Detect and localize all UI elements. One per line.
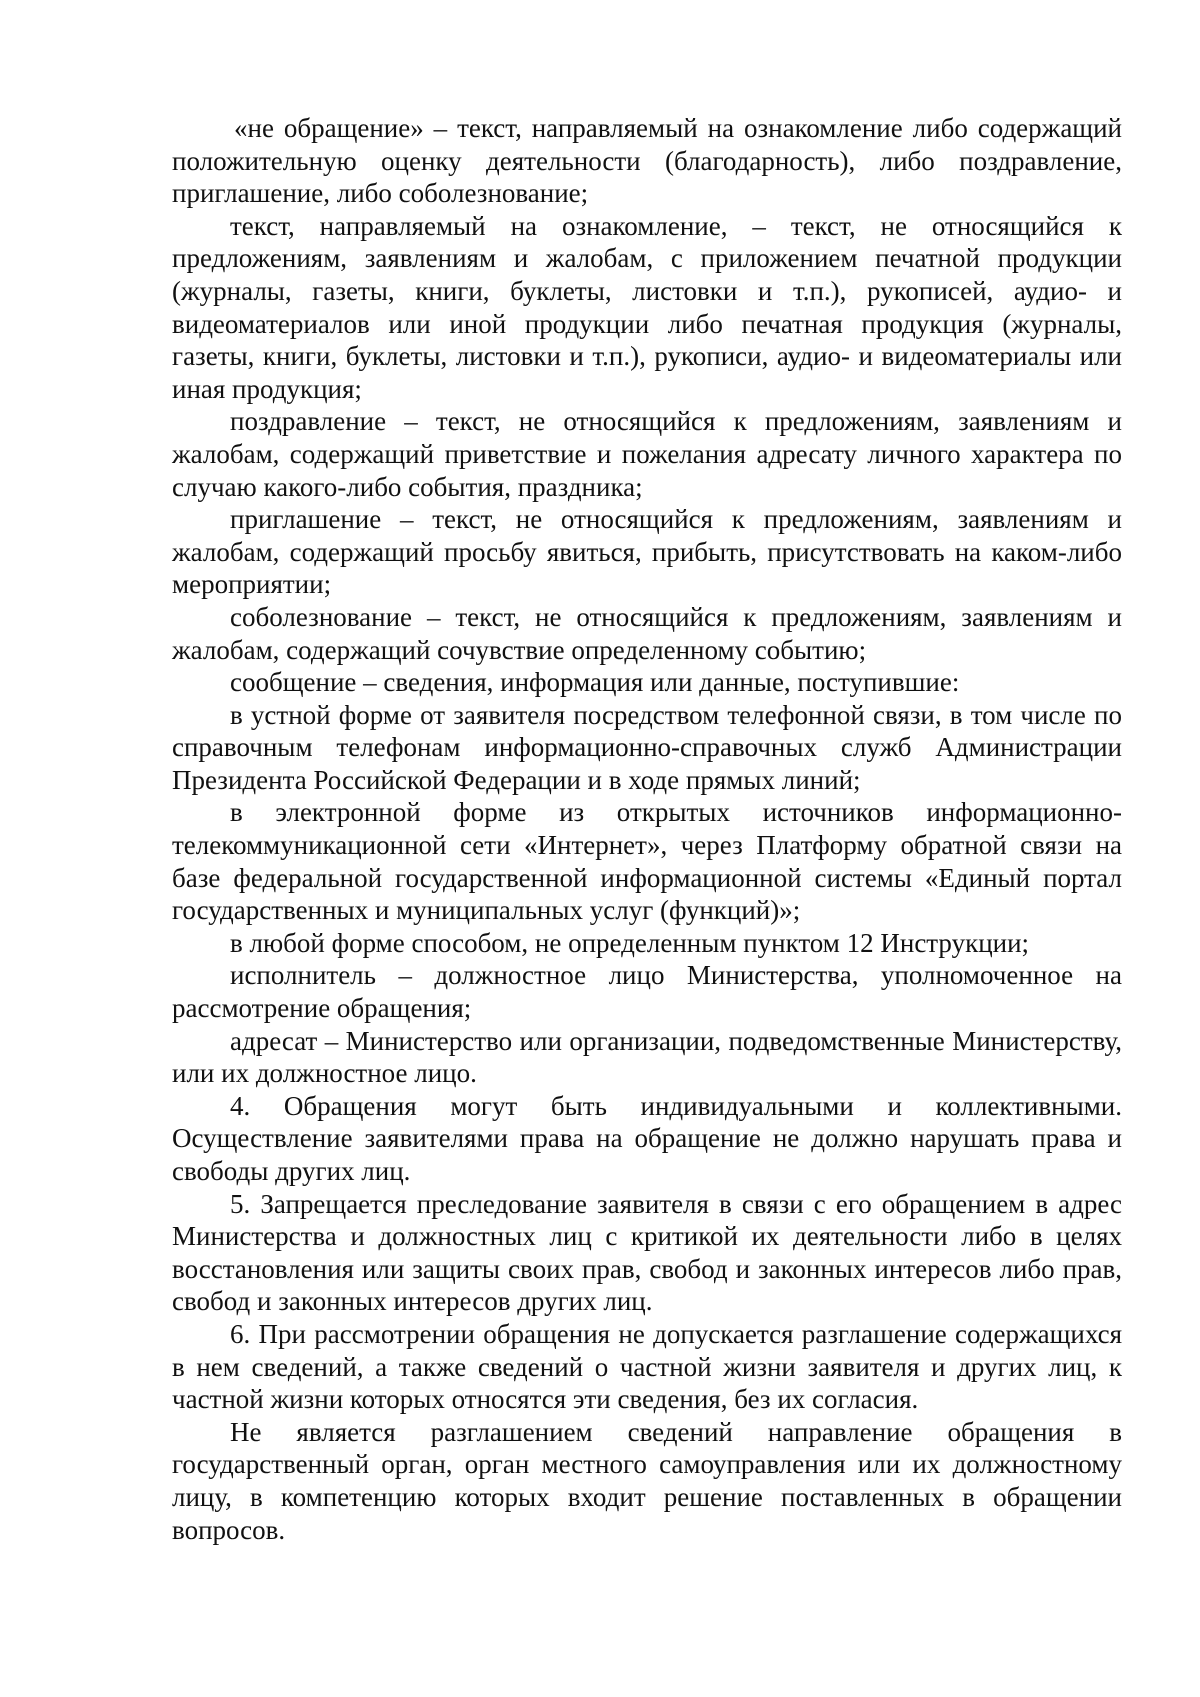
paragraph-condolence-definition: соболезнование – текст, не относящийся к предложениям, заявлениям и жалобам, содержащий сочувствие определенному событию;	[172, 601, 1122, 665]
paragraph-invitation-definition: приглашение – текст, не относящийся к предложениям, заявлениям и жалобам, содержащий просьбу явиться, прибыть, присутствовать на каком-либо мероприятии;	[172, 504, 1122, 600]
paragraph-electronic-form: в электронной форме из открытых источников информационно-телекоммуникационной сети «Интернет», через Платформу обратной связи на базе федеральной государственной информационной системы «Единый портал государственных и муниципальных услуг (функций)»;	[172, 797, 1122, 926]
paragraph-item-6: 6. При рассмотрении обращения не допускается разглашение содержащихся в нем сведений, а также сведений о частной жизни заявителя и других лиц, к частной жизни которых относятся эти сведения, без их согласия.	[172, 1318, 1122, 1415]
paragraph-executor-definition: исполнитель – должностное лицо Министерства, уполномоченное на рассмотрение обращения;	[172, 960, 1122, 1024]
paragraph-item-6-continuation: Не является разглашением сведений направление обращения в государственный орган, орган местного самоуправления или их должностному лицу, в компетенцию которых входит решение поставленных в обращении вопросов.	[172, 1416, 1122, 1545]
paragraph-familiarization-text-definition: текст, направляемый на ознакомление, – текст, не относящийся к предложениям, заявлениям и жалобам, с приложением печатной продукции (журналы, газеты, книги, буклеты, листовки и т.п.), рукописей, аудио- и видеоматериалов или иной продукции либо печатная продукция (журналы, газеты, книги, буклеты, листовки и т.п.), рукописи, аудио- и видеоматериалы или иная продукция;	[172, 210, 1122, 404]
paragraph-item-4: 4. Обращения могут быть индивидуальными и коллективными. Осуществление заявителями права на обращение не должно нарушать права и свободы других лиц.	[172, 1090, 1122, 1186]
paragraph-oral-form: в устной форме от заявителя посредством телефонной связи, в том числе по справочным телефонам информационно-справочных служб Администрации Президента Российской Федерации и в ходе прямых линий;	[172, 699, 1122, 795]
paragraph-any-form: в любой форме способом, не определенным пунктом 12 Инструкции;	[230, 927, 1030, 958]
paragraph-addressee-definition: адресат – Министерство или организации, подведомственные Министерству, или их должностное лицо.	[172, 1025, 1122, 1089]
paragraph-message-definition: сообщение – сведения, информация или данные, поступившие:	[230, 667, 960, 698]
paragraph-item-5: 5. Запрещается преследование заявителя в связи с его обращением в адрес Министерства и должностных лиц с критикой их деятельности либо в целях восстановления или защиты своих прав, свобод и законных интересов либо прав, свобод и законных интересов других лиц.	[172, 1188, 1122, 1317]
document-page	[172, 112, 1122, 1546]
paragraph-congratulation-definition: поздравление – текст, не относящийся к предложениям, заявлениям и жалобам, содержащий приветствие и пожелания адресату личного характера по случаю какого-либо события, праздника;	[172, 406, 1122, 502]
paragraph-not-appeal-definition: «не обращение» – текст, направляемый на ознакомление либо содержащий положительную оценку деятельности (благодарность), либо поздравление, приглашение, либо соболезнование;	[172, 113, 1122, 209]
